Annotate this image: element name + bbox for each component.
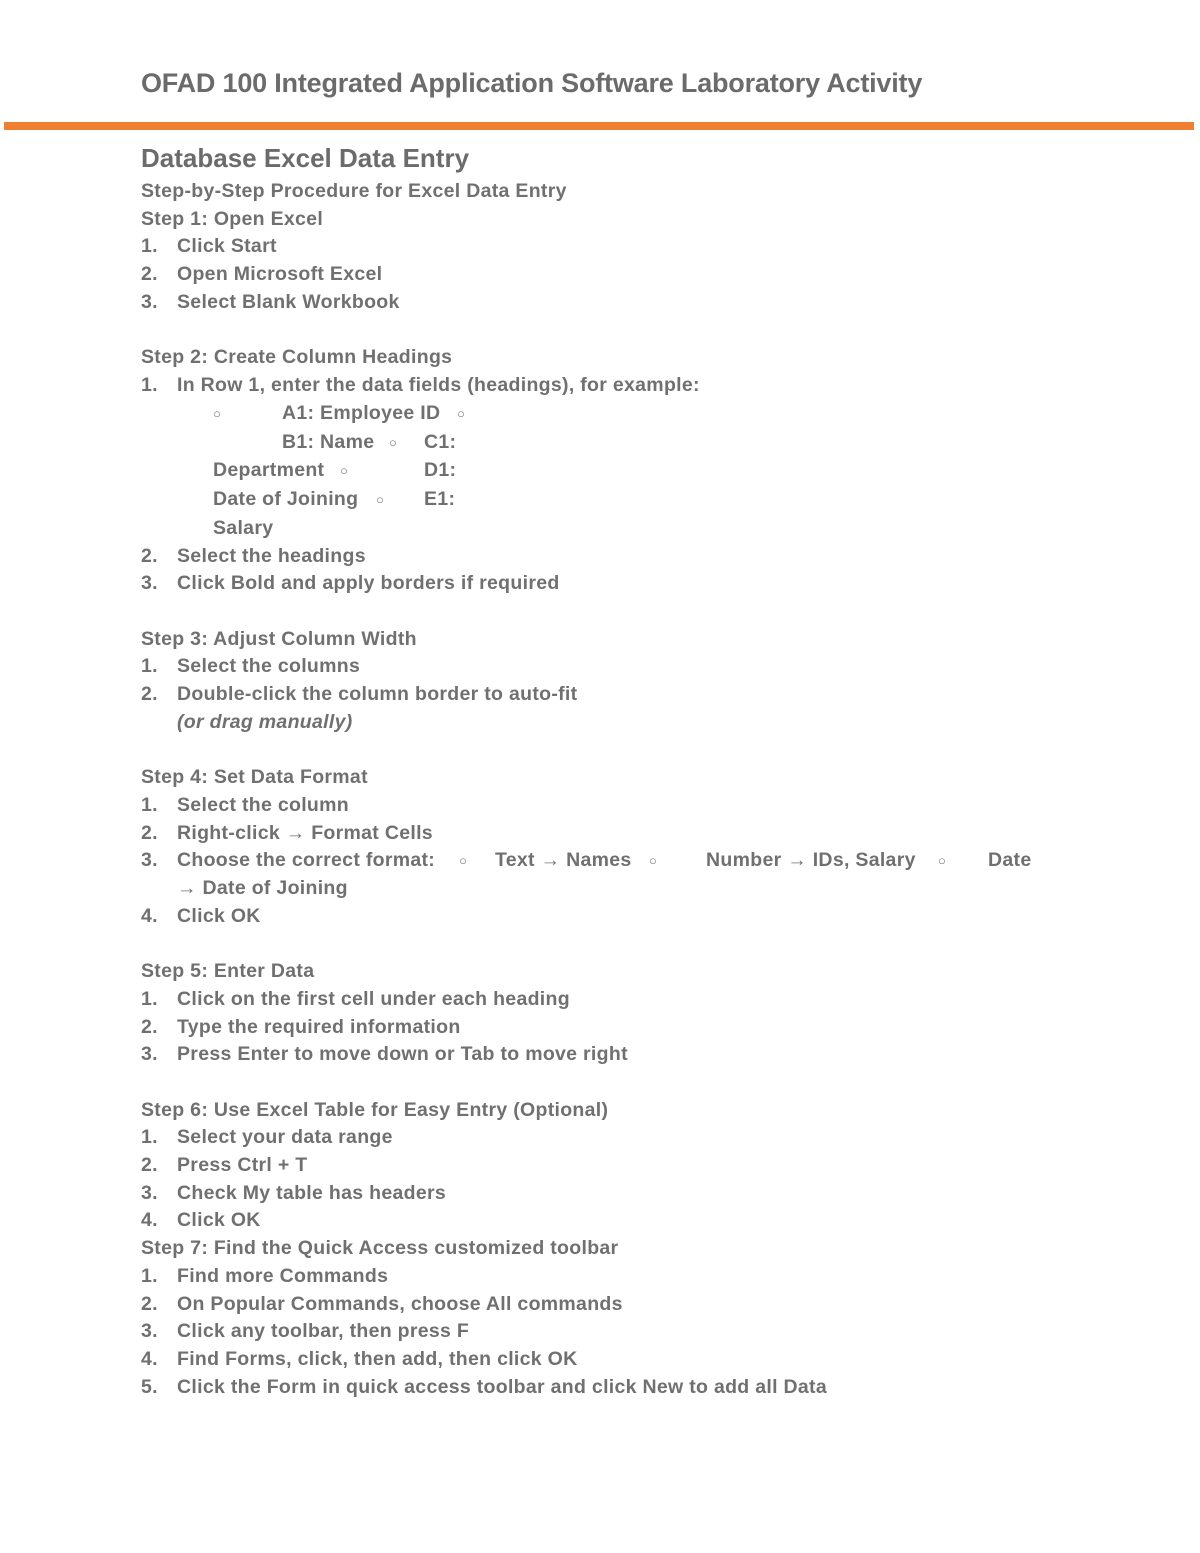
list-item: 2. Open Microsoft Excel <box>141 263 383 286</box>
list-item: 2. Double-click the column border to auto-fit <box>141 683 578 706</box>
list-item: 1. Select the columns <box>141 655 361 678</box>
list-item: 3. Select Blank Workbook <box>141 290 400 313</box>
list-item: 2. Press Ctrl + T <box>141 1154 308 1176</box>
step7-title: Step 7: Find the Quick Access customized toolbar <box>141 1237 619 1260</box>
step6-title: Step 6: Use Excel Table for Easy Entry (Optional) <box>141 1098 609 1121</box>
bullet-icon: ○ <box>213 405 222 421</box>
step1-title: Step 1: Open Excel <box>141 207 324 230</box>
list-item: 2. Type the required information <box>141 1015 461 1038</box>
list-item: 2. Select the headings <box>141 544 366 567</box>
bullet-icon: ○ <box>649 853 658 869</box>
list-item-note: (or drag manually) <box>177 710 353 733</box>
list-item: 1. Click Start <box>141 235 277 258</box>
list-item: 3. Choose the correct format: ○ Text → Names ○ Number → IDs, Salary ○ Date <box>141 847 1141 875</box>
bullet-icon: ○ <box>376 491 385 507</box>
list-item: 1. Click on the first cell under each heading <box>141 987 570 1010</box>
bullet-icon: ○ <box>340 462 349 478</box>
page-title: OFAD 100 Integrated Application Software Laboratory Activity <box>141 68 923 98</box>
list-item: 3. Check My table has headers <box>141 1181 446 1204</box>
list-item: 1. Select your data range <box>141 1126 393 1149</box>
list-item: 1. Select the column <box>141 793 349 816</box>
bullet-icon: ○ <box>389 434 398 450</box>
document-body <box>141 138 1141 1401</box>
step2-title: Step 2: Create Column Headings <box>141 346 453 369</box>
list-item: 4. Click OK <box>141 904 261 927</box>
list-item: 2. Right-click → Format Cells <box>141 821 433 844</box>
list-item: 3. Press Enter to move down or Tab to move right <box>141 1043 628 1066</box>
list-item-continuation: → Date of Joining <box>177 877 348 899</box>
list-item: 2. On Popular Commands, choose All commands <box>141 1292 623 1315</box>
list-item: 5. Click the Form in quick access toolbar and click New to add all Data <box>141 1375 827 1398</box>
step4-title: Step 4: Set Data Format <box>141 766 368 789</box>
step5-title: Step 5: Enter Data <box>141 960 315 983</box>
list-item: 3. Click any toolbar, then press F <box>141 1320 470 1343</box>
doc-subtitle: Step-by-Step Procedure for Excel Data Entry <box>141 180 567 202</box>
bullet-icon: ○ <box>457 405 466 421</box>
step3-title: Step 3: Adjust Column Width <box>141 627 417 650</box>
list-item: 4. Find Forms, click, then add, then click OK <box>141 1347 578 1370</box>
list-item: 1. In Row 1, enter the data fields (headings), for example: <box>141 373 700 396</box>
list-item: 3. Click Bold and apply borders if required <box>141 572 560 595</box>
list-item: 1. Find more Commands <box>141 1264 389 1287</box>
column-headings-examples: ○ A1: Employee ID ○ B1: Name ○ C1: Department ○ D1: Date of Joining ○ E1: Salary <box>213 401 466 539</box>
header-divider <box>4 122 1194 130</box>
list-item: 4. Click OK <box>141 1209 261 1232</box>
doc-heading: Database Excel Data Entry <box>141 143 470 173</box>
bullet-icon: ○ <box>459 853 468 869</box>
bullet-icon: ○ <box>938 853 947 869</box>
